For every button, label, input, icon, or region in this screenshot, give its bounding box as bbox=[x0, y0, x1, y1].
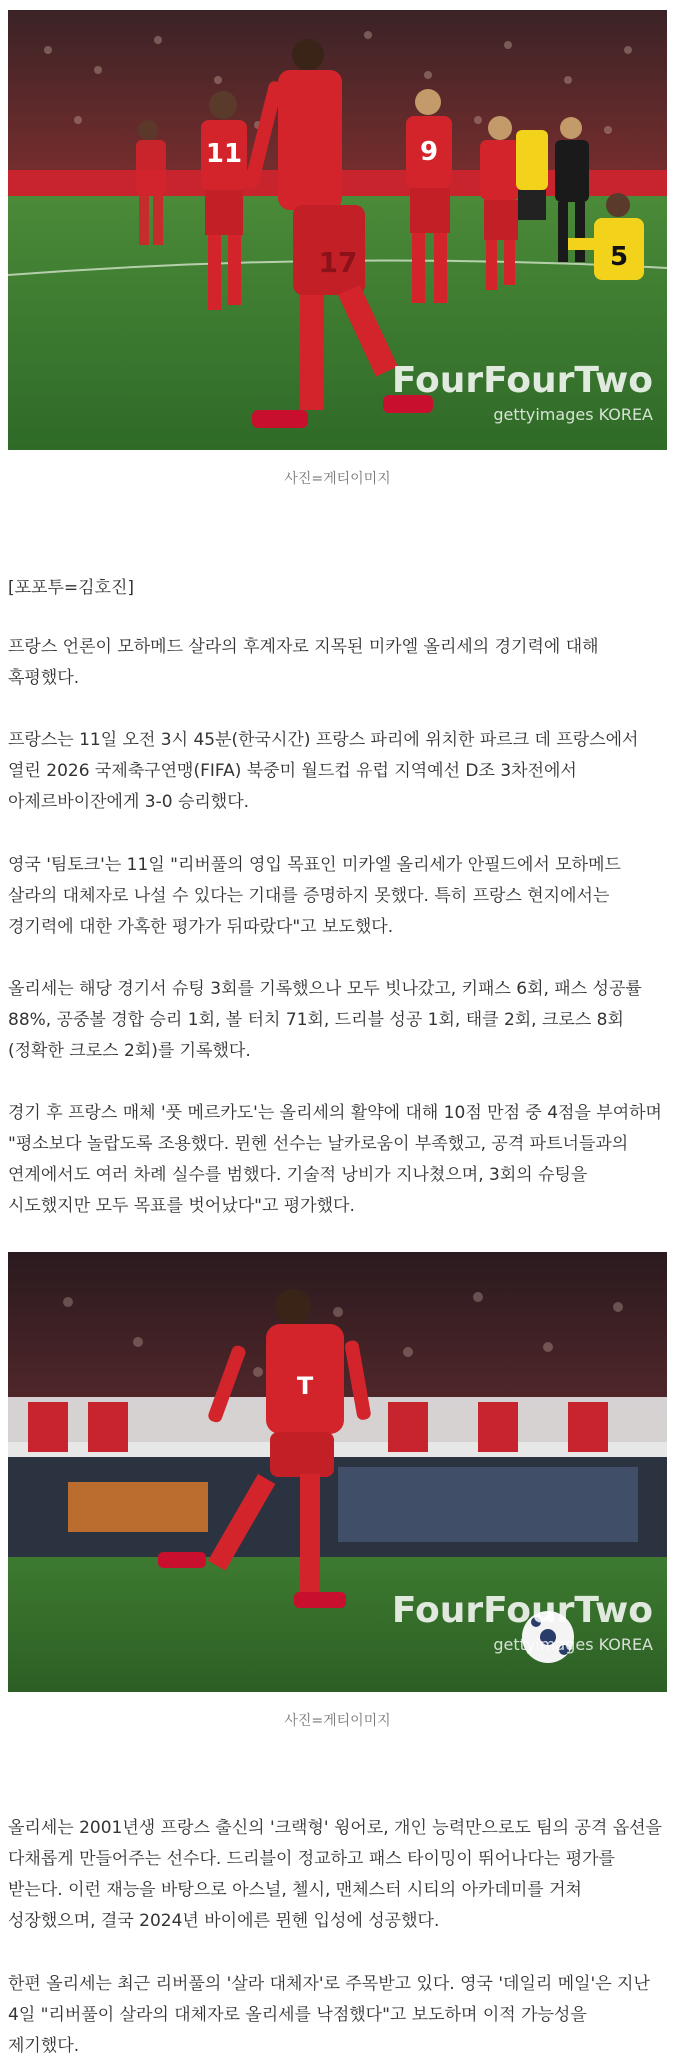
article-photo-dribble bbox=[8, 1252, 667, 1692]
watermark-agency: gettyimages KOREA bbox=[493, 405, 653, 424]
paragraph: 프랑스 언론이 모하메드 살라의 후계자로 지목된 미카엘 올리세의 경기력에 대해 혹평했다. bbox=[8, 637, 599, 688]
svg-text:5: 5 bbox=[609, 242, 629, 272]
watermark-brand: FourFourTwo bbox=[391, 360, 653, 401]
article-photo-celebration bbox=[8, 10, 667, 450]
svg-text:T: T bbox=[296, 1372, 314, 1400]
paragraph: 한편 올리세는 최근 리버풀의 '살라 대체자'로 주목받고 있다. 영국 '데일리 메일'은 지난 4일 "리버풀이 살라의 대체자로 올리세를 낙점했다"고 보도하며 이적 가능성을 제기했다. bbox=[8, 1974, 650, 2056]
photo-dribble-graphic bbox=[8, 1252, 667, 1692]
svg-text:9: 9 bbox=[419, 137, 439, 167]
paragraph: 영국 '팀토크'는 11일 "리버풀의 영입 목표인 미카엘 올리세가 안필드에서 모하메드 살라의 대체자로 나설 수 있다는 기대를 증명하지 못했다. 특히 프랑스 현지에서는 경기력에 대한 가혹한 평가가 뒤따랐다"고 보도했다. bbox=[8, 855, 621, 937]
photo-caption: 사진=게티이미지 bbox=[284, 471, 391, 487]
watermark-agency: gettyimages KOREA bbox=[493, 1635, 653, 1654]
paragraph: 올리세는 해당 경기서 슈팅 3회를 기록했으나 모두 빗나갔고, 키패스 6회, 패스 성공률 88%, 공중볼 경합 승리 1회, 볼 터치 71회, 드리블 성공 1회, 태클 2회, 크로스 8회(정확한 크로스 2회)를 기록했다. bbox=[8, 979, 642, 1061]
byline: [포포투=김호진] bbox=[8, 578, 135, 598]
paragraph: 프랑스는 11일 오전 3시 45분(한국시간) 프랑스 파리에 위치한 파르크 데 프랑스에서 열린 2026 국제축구연맹(FIFA) 북중미 월드컵 유럽 지역예선 D조 3차전에서 아제르바이잔에게 3-0 승리했다. bbox=[8, 730, 639, 812]
svg-text:17: 17 bbox=[318, 246, 358, 279]
watermark-brand: FourFourTwo bbox=[391, 1590, 653, 1631]
svg-text:11: 11 bbox=[205, 139, 243, 169]
photo-caption: 사진=게티이미지 bbox=[284, 1713, 391, 1729]
paragraph: 올리세는 2001년생 프랑스 출신의 '크랙형' 윙어로, 개인 능력만으로도 팀의 공격 옵션을 다채롭게 만들어주는 선수다. 드리블이 정교하고 패스 타이밍이 뛰어나다는 평가를 받는다. 이런 재능을 바탕으로 아스널, 첼시, 맨체스터 시티의 아카데미를 거쳐 성장했으며, 결국 2024년 바이에른 뮌헨 입성에 성공했다. bbox=[8, 1818, 662, 1931]
paragraph: 경기 후 프랑스 매체 '풋 메르카도'는 올리세의 활약에 대해 10점 만점 중 4점을 부여하며 "평소보다 놀랍도록 조용했다. 뮌헨 선수는 날카로움이 부족했고, 공격 파트너들과의 연계에서도 여러 차례 실수를 범했다. 기술적 낭비가 지나쳤으며, 3회의 슈팅을 시도했지만 모두 목표를 벗어났다"고 평가했다. bbox=[8, 1103, 662, 1216]
photo-celebration-graphic bbox=[8, 10, 667, 450]
